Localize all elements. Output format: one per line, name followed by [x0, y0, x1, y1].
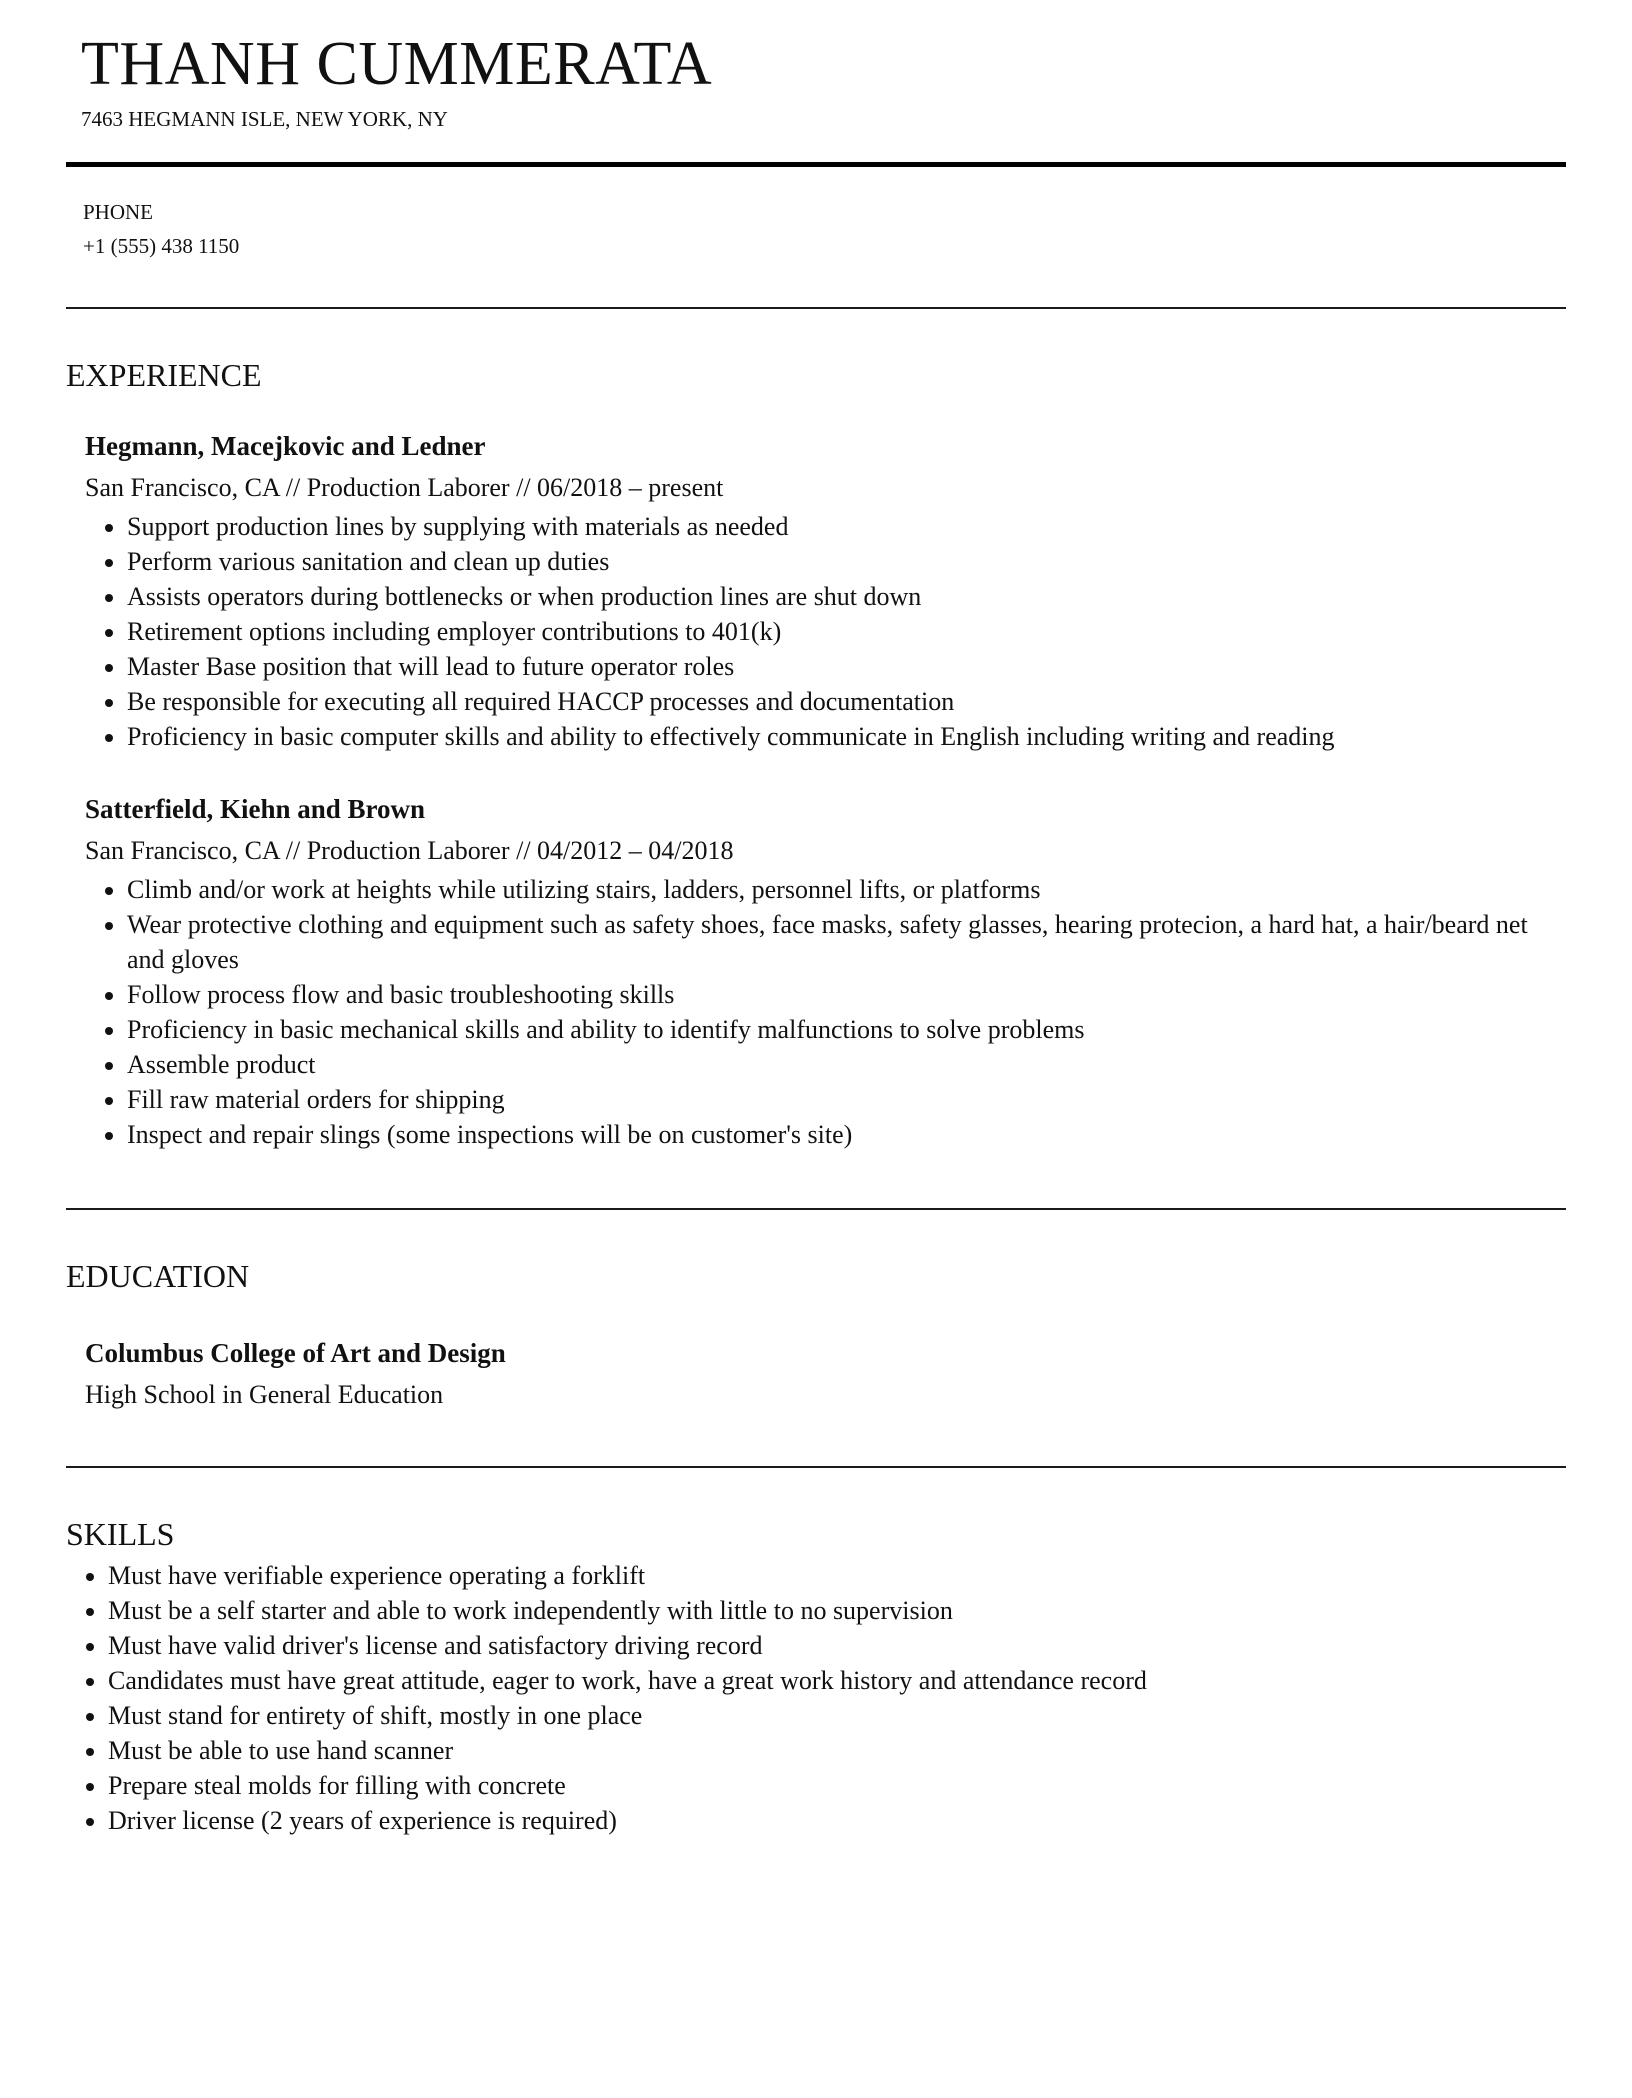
job-duties-list — [85, 872, 1566, 1152]
contact-block — [66, 167, 1566, 263]
list-item: • Must have valid driver's license and satisfactory driving record — [108, 1628, 1566, 1663]
list-item: • Wear protective clothing and equipment such as safety shoes, face masks, safety glasses, hearing protecion, a hard hat, a hair/beard net and gloves — [127, 907, 1566, 977]
education-entry — [66, 1336, 1566, 1412]
skills-title: SKILLS — [66, 1516, 175, 1552]
phone-value: +1 (555) 438 1150 — [83, 234, 240, 258]
list-item: • Climb and/or work at heights while utilizing stairs, ladders, personnel lifts, or platforms — [127, 872, 1566, 907]
list-item: • Retirement options including employer contributions to 401(k) — [127, 614, 1566, 649]
list-item: • Assists operators during bottlenecks or when production lines are shut down — [127, 579, 1566, 614]
list-item: • Proficiency in basic mechanical skills and ability to identify malfunctions to solve problems — [127, 1012, 1566, 1047]
list-item: • Follow process flow and basic troubleshooting skills — [127, 977, 1566, 1012]
job-duties-list — [85, 509, 1566, 754]
phone-label: PHONE — [83, 200, 154, 224]
list-item: • Assemble product — [127, 1047, 1566, 1082]
candidate-name: THANH CUMMERATA — [81, 30, 713, 98]
list-item: • Be responsible for executing all required HACCP processes and documentation — [127, 684, 1566, 719]
list-item: • Must have verifiable experience operating a forklift — [108, 1558, 1566, 1593]
list-item: • Perform various sanitation and clean up duties — [127, 544, 1566, 579]
list-item: • Support production lines by supplying with materials as needed — [127, 509, 1566, 544]
job-entry — [66, 429, 1566, 754]
job-details: San Francisco, CA // Production Laborer // 04/2012 – 04/2018 — [85, 836, 734, 865]
list-item: • Must be a self starter and able to work independently with little to no supervision — [108, 1593, 1566, 1628]
list-item: • Master Base position that will lead to future operator roles — [127, 649, 1566, 684]
resume-header — [66, 0, 1566, 132]
job-entry — [66, 792, 1566, 1152]
list-item: • Inspect and repair slings (some inspections will be on customer's site) — [127, 1117, 1566, 1152]
experience-title: EXPERIENCE — [66, 357, 262, 393]
list-item: • Driver license (2 years of experience is required) — [108, 1803, 1566, 1838]
education-title: EDUCATION — [66, 1258, 250, 1294]
list-item: • Fill raw material orders for shipping — [127, 1082, 1566, 1117]
skills-section — [66, 1468, 1566, 1838]
skills-list — [66, 1558, 1566, 1838]
degree: High School in General Education — [85, 1380, 444, 1409]
job-details: San Francisco, CA // Production Laborer // 06/2018 – present — [85, 473, 724, 502]
education-section — [66, 1210, 1566, 1412]
job-company: Hegmann, Macejkovic and Ledner — [85, 431, 486, 461]
list-item: • Must stand for entirety of shift, mostly in one place — [108, 1698, 1566, 1733]
experience-section — [66, 309, 1566, 1152]
candidate-address: 7463 HEGMANN ISLE, NEW YORK, NY — [81, 107, 448, 131]
job-company: Satterfield, Kiehn and Brown — [85, 794, 426, 824]
school-name: Columbus College of Art and Design — [85, 1338, 506, 1368]
list-item: • Must be able to use hand scanner — [108, 1733, 1566, 1768]
list-item: • Proficiency in basic computer skills and ability to effectively communicate in English including writing and reading — [127, 719, 1566, 754]
list-item: • Candidates must have great attitude, eager to work, have a great work history and attendance record — [108, 1663, 1566, 1698]
list-item: • Prepare steal molds for filling with concrete — [108, 1768, 1566, 1803]
